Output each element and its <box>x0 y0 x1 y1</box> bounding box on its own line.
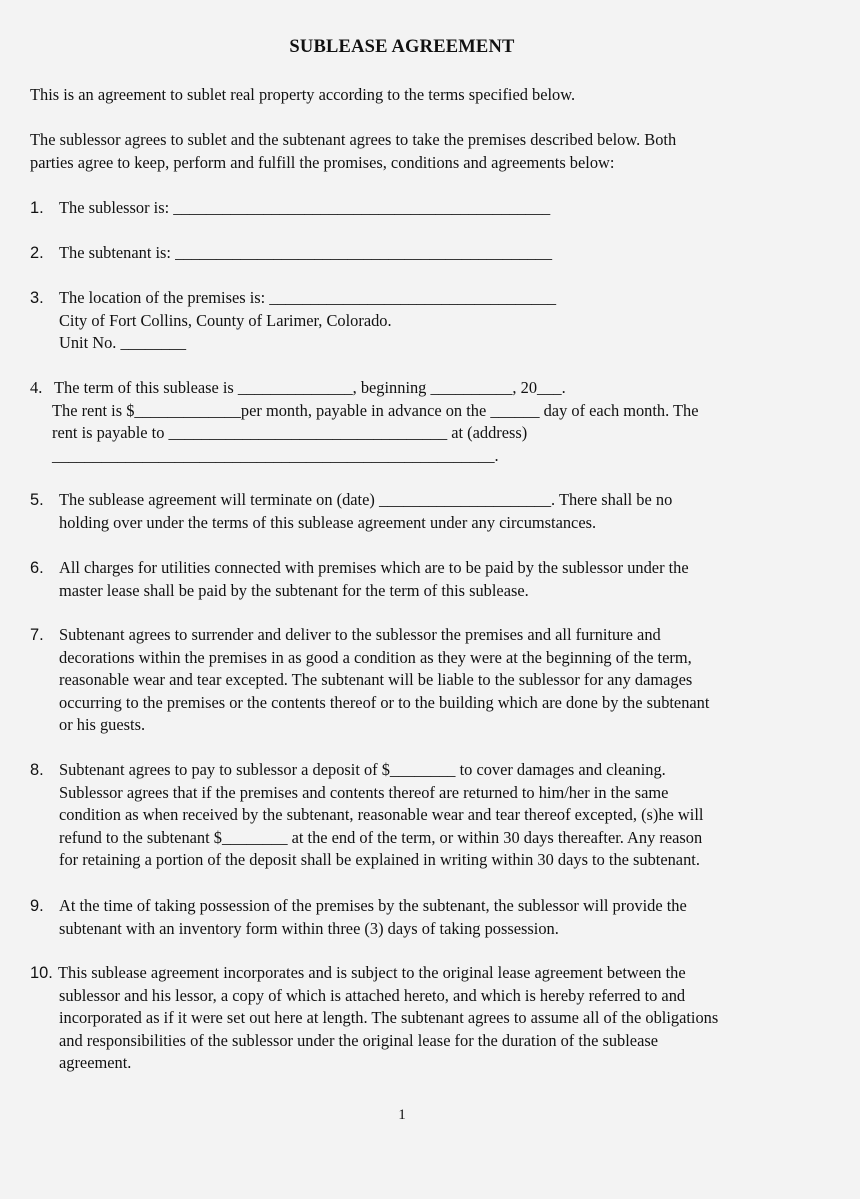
preamble-paragraph <box>30 129 820 174</box>
clause-3-line-2: City of Fort Collins, County of Larimer, Colorado. <box>59 310 392 330</box>
clause-10 <box>30 962 830 1075</box>
clause-number: 2. <box>30 244 44 262</box>
intro-paragraph <box>30 84 820 107</box>
clause-7-line-4: occurring to the premises or the contents thereof or to the building which are done by the subtenant <box>59 692 710 712</box>
clause-number: 3. <box>30 289 44 307</box>
clause-4-line-4: ______________________________________________________. <box>52 445 499 465</box>
clause-10-line-5: agreement. <box>59 1053 132 1073</box>
clause-8-line-4: refund to the subtenant $________ at the end of the term, or within 30 days thereafter. Any reason <box>59 827 703 847</box>
clause-9 <box>30 895 830 940</box>
clause-2-line-1: The subtenant is: ______________________________________________ <box>59 243 553 262</box>
clause-6-line-2: master lease shall be paid by the subtenant for the term of this sublease. <box>59 580 529 600</box>
clause-8-line-5: for retaining a portion of the deposit shall be explained in writing within 30 days to the subtenant. <box>59 850 700 870</box>
clause-5 <box>30 489 830 534</box>
clause-7-line-1: Subtenant agrees to surrender and deliver to the sublessor the premises and all furniture and <box>59 625 661 644</box>
clause-number: 5. <box>30 491 44 509</box>
clause-1 <box>30 197 830 220</box>
clause-3-line-3: Unit No. ________ <box>59 333 187 353</box>
clause-7-line-5: or his guests. <box>59 715 146 735</box>
clause-4-line-3: rent is payable to __________________________________ at (address) <box>52 423 528 443</box>
clause-5-line-2: holding over under the terms of this sublease agreement under any circumstances. <box>59 512 597 532</box>
clause-number: 8. <box>30 761 44 779</box>
clause-number: 4. <box>30 378 43 397</box>
clause-number: 7. <box>30 626 44 644</box>
clause-10-line-4: and responsibilities of the sublessor under the original lease for the duration of the sublease <box>59 1030 659 1050</box>
clause-10-line-3: incorporated as if it were set out here at length. The subtenant agrees to assume all of the obligations <box>59 1008 719 1028</box>
clause-9-line-1: At the time of taking possession of the premises by the subtenant, the sublessor will provide the <box>59 896 687 915</box>
clause-2 <box>30 242 830 265</box>
preamble-line-1: The sublessor agrees to sublet and the subtenant agrees to take the premises described below. Both <box>30 130 677 149</box>
clause-1-line-1: The sublessor is: ______________________________________________ <box>59 198 551 217</box>
clause-8-line-1: Subtenant agrees to pay to sublessor a deposit of $________ to cover damages and cleaning. <box>59 760 666 779</box>
clause-10-line-1: This sublease agreement incorporates and is subject to the original lease agreement between the <box>58 963 686 982</box>
clause-4-line-1: The term of this sublease is ______________, beginning __________, 20___. <box>54 378 566 397</box>
clause-7 <box>30 624 830 737</box>
clause-4 <box>30 377 830 467</box>
clause-8-line-3: condition as when received by the subtenant, reasonable wear and tear thereof excepted, (s)he will <box>59 805 704 825</box>
intro-line: This is an agreement to sublet real property according to the terms specified below. <box>30 85 576 104</box>
clause-number: 6. <box>30 559 44 577</box>
clause-4-line-2: The rent is $_____________per month, payable in advance on the ______ day of each month. The <box>52 400 699 420</box>
clause-6 <box>30 557 830 602</box>
clause-number: 10. <box>30 964 53 982</box>
page-number: 1 <box>398 1107 406 1123</box>
clause-3 <box>30 287 830 355</box>
preamble-line-2: parties agree to keep, perform and fulfill the promises, conditions and agreements below: <box>30 152 615 172</box>
clause-3-line-1: The location of the premises is: ___________________________________ <box>59 288 557 307</box>
clause-7-line-3: reasonable wear and tear excepted. The subtenant will be liable to the sublessor for any damages <box>59 670 693 690</box>
clause-8-line-2: Sublessor agrees that if the premises and contents thereof are returned to him/her in the same <box>59 782 669 802</box>
clause-number: 1. <box>30 199 44 217</box>
clause-7-line-2: decorations within the premises in as good a condition as they were at the beginning of the term, <box>59 647 692 667</box>
clause-9-line-2: subtenant with an inventory form within three (3) days of taking possession. <box>59 918 559 938</box>
clause-10-line-2: sublessor and his lessor, a copy of which is attached hereto, and which is hereby referred to and <box>59 985 686 1005</box>
clause-6-line-1: All charges for utilities connected with premises which are to be paid by the sublessor under the <box>59 558 689 577</box>
document-title: SUBLEASE AGREEMENT <box>289 37 515 57</box>
clause-8 <box>30 759 830 872</box>
clause-number: 9. <box>30 897 44 915</box>
clause-5-line-1: The sublease agreement will terminate on (date) _____________________. There shall be no <box>59 490 673 509</box>
